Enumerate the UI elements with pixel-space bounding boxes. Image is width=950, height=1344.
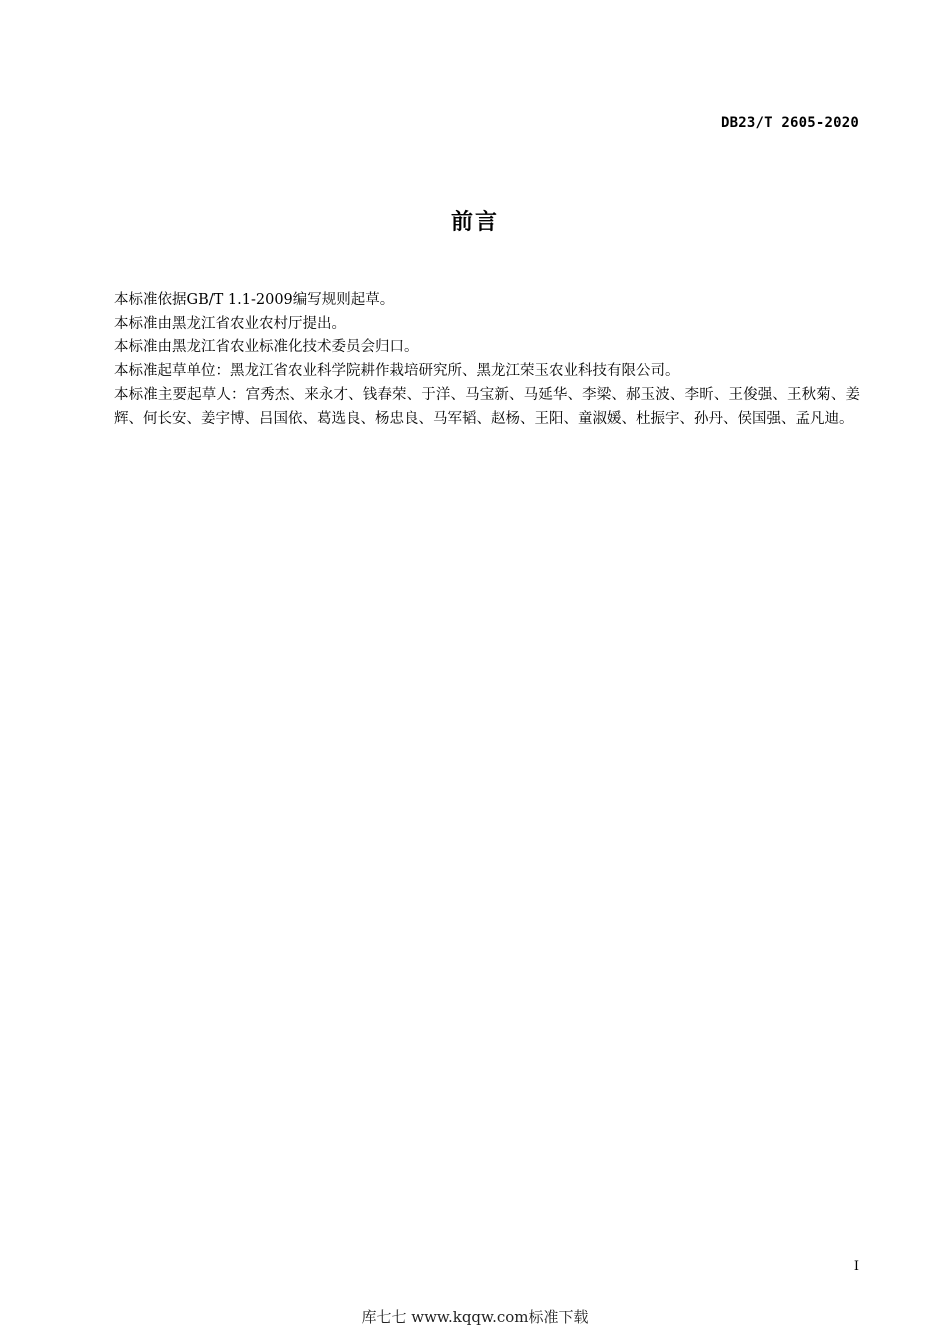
paragraph-main-drafters: 本标准主要起草人：宫秀杰、来永才、钱春荣、于洋、马宝新、马延华、李梁、郝玉波、李昕、王俊强、王秋菊、姜辉、何长安、姜宇博、吕国依、葛选良、杨忠良、马军韬、赵杨、王阳、童淑媛、杜振宇、孙丹、侯国强、孟凡迪。	[114, 386, 860, 427]
paragraph-proposer: 本标准由黑龙江省农业农村厅提出。	[114, 315, 346, 332]
foreword-body	[114, 289, 860, 431]
paragraph-drafting-rules: 本标准依据GB/T 1.1-2009编写规则起草。	[114, 292, 395, 308]
page-number: I	[853, 1259, 859, 1274]
footer-watermark: 库七七 www.kqqw.com标准下载	[361, 1308, 589, 1326]
page-title: 前言	[450, 210, 499, 235]
paragraph-drafting-units: 本标准起草单位：黑龙江省农业科学院耕作栽培研究所、黑龙江荣玉农业科技有限公司。	[114, 363, 680, 380]
paragraph-centralized-by: 本标准由黑龙江省农业标准化技术委员会归口。	[114, 339, 419, 356]
document-code: DB23/T 2605-2020	[720, 115, 859, 131]
